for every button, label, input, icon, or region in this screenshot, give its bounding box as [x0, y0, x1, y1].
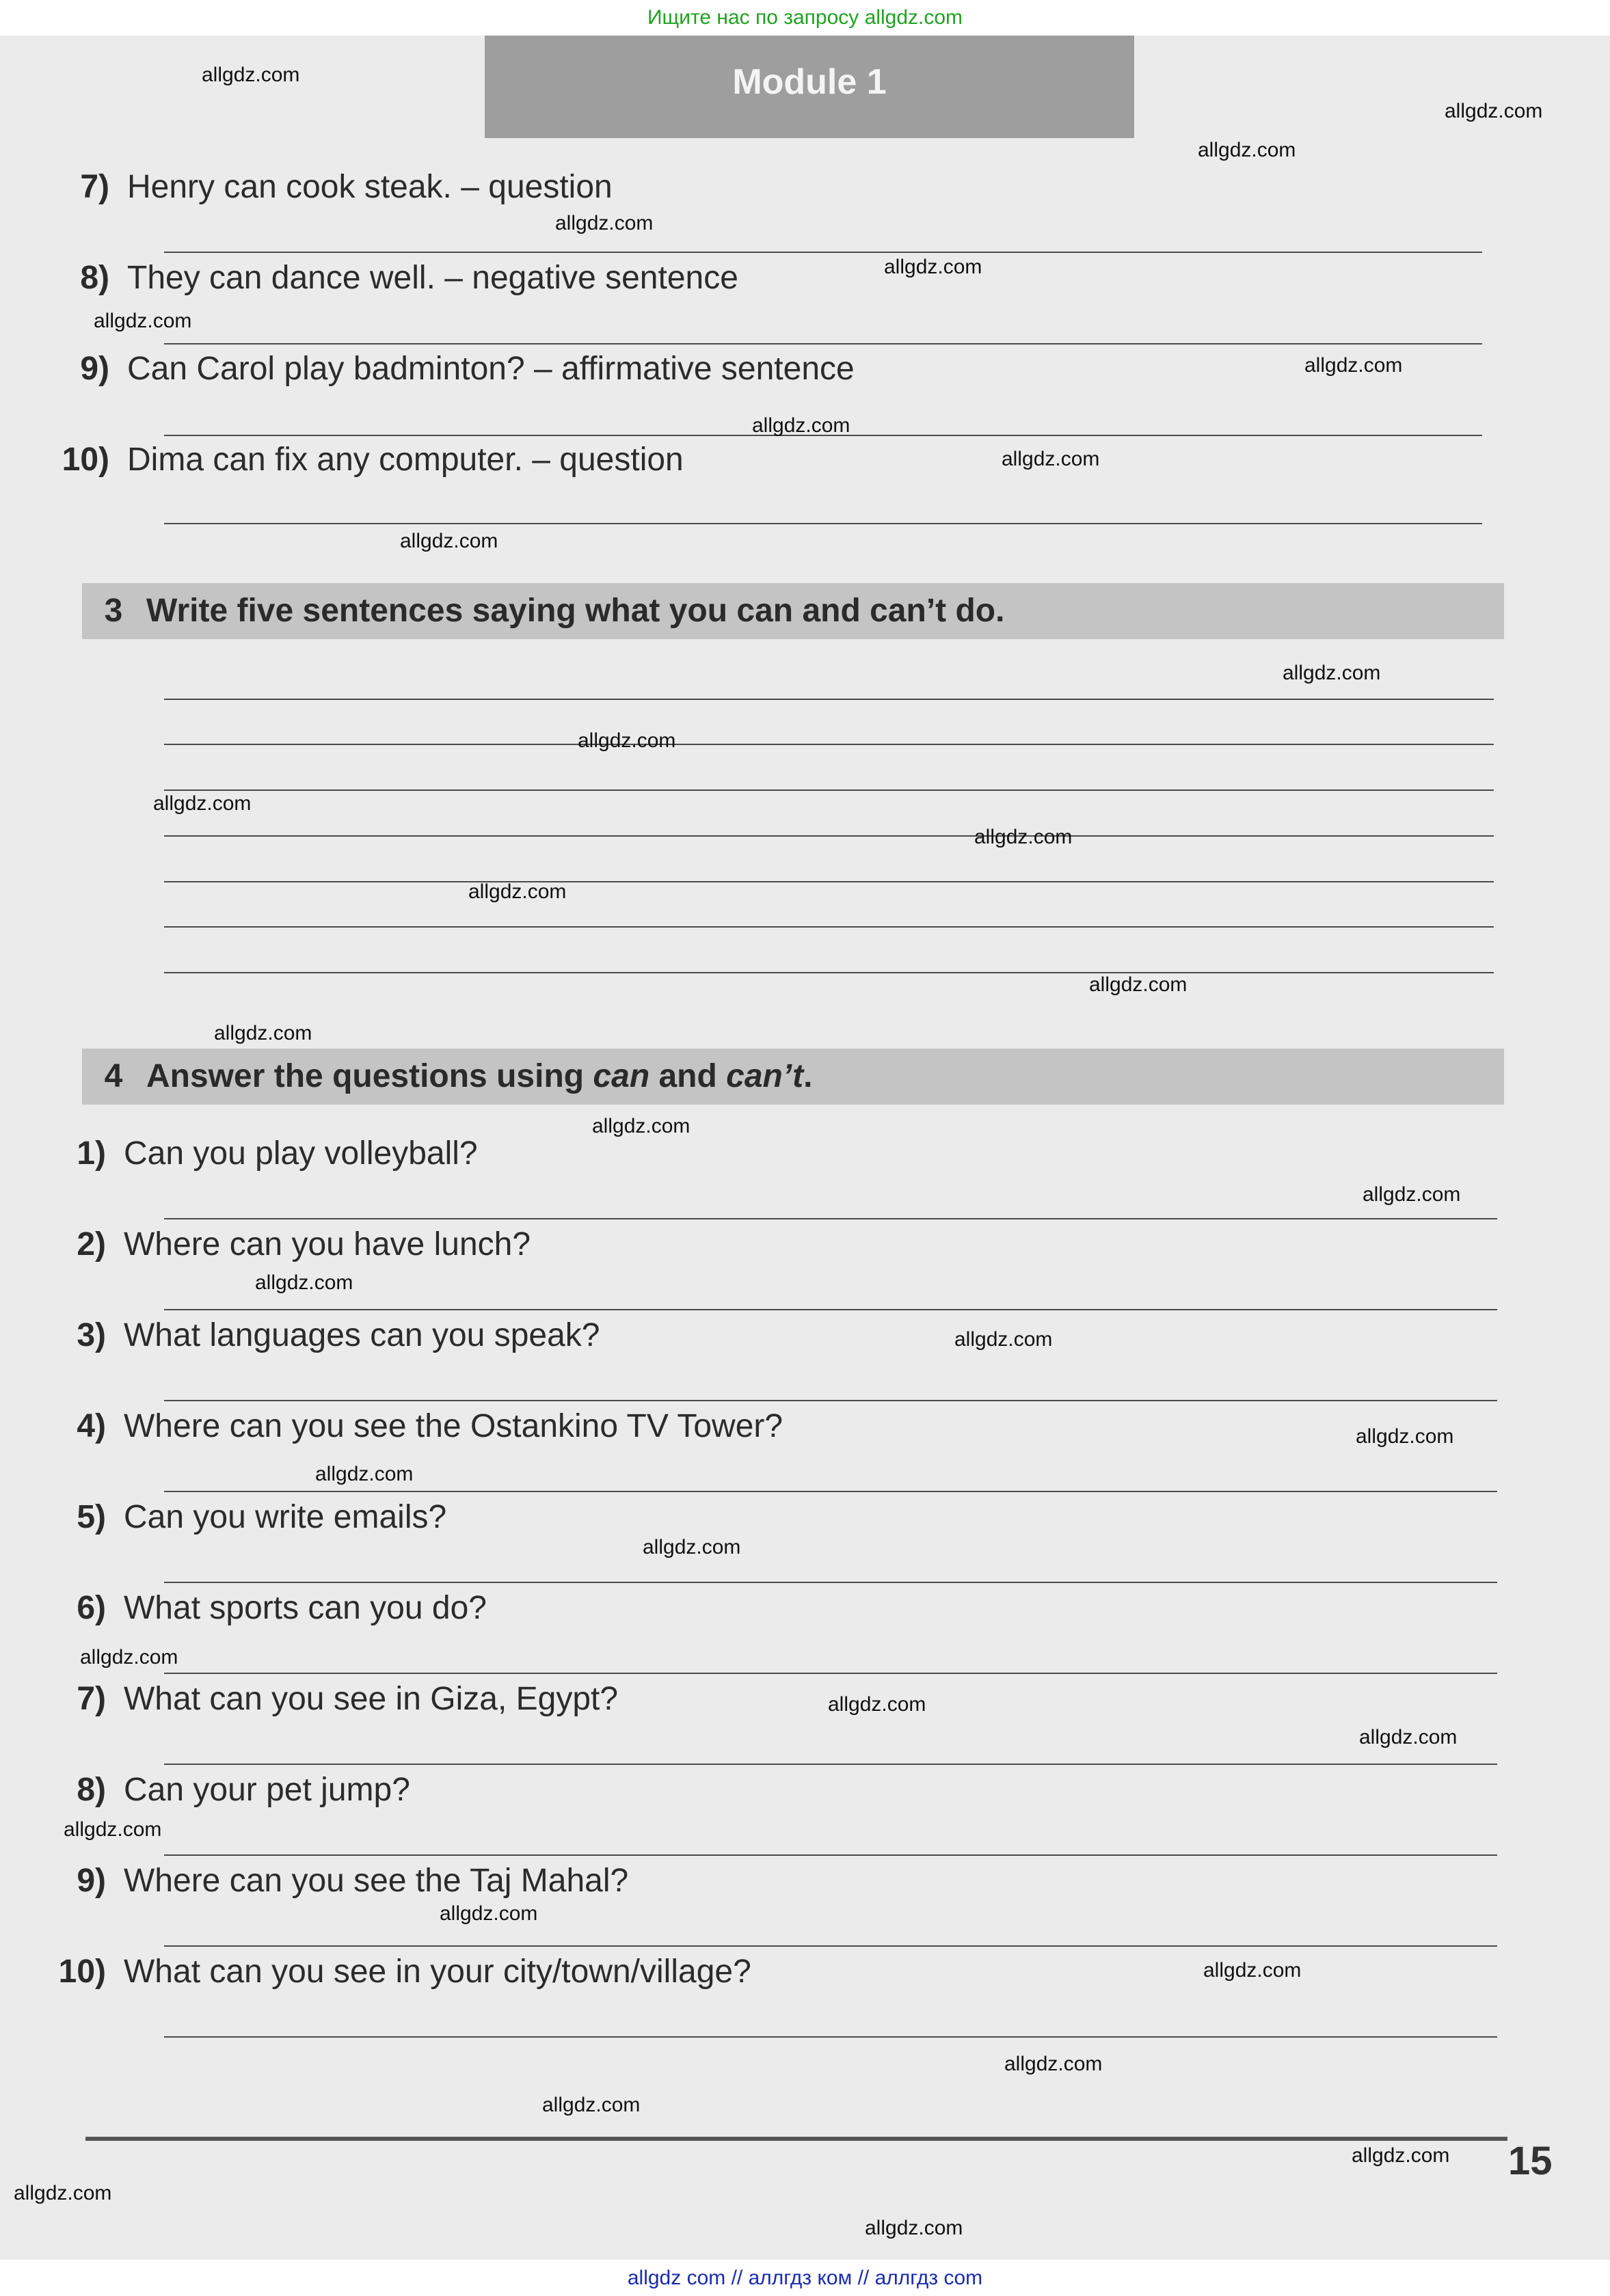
watermark: allgdz.com: [1198, 139, 1296, 161]
watermark: allgdz.com: [1304, 354, 1403, 377]
item-number: 3): [77, 1317, 106, 1353]
answer-line[interactable]: [164, 1854, 1497, 1856]
watermark: allgdz.com: [542, 2094, 641, 2116]
watermark: allgdz.com: [1359, 1726, 1458, 1748]
item-text: Where can you see the Taj Mahal?: [124, 1863, 629, 1899]
watermark: allgdz.com: [643, 1536, 741, 1558]
ex4-item-1: [44, 1135, 478, 1172]
item-number: 5): [77, 1499, 106, 1535]
answer-line[interactable]: [164, 2036, 1497, 2038]
watermark: allgdz.com: [400, 530, 498, 552]
answer-line[interactable]: [164, 252, 1482, 253]
watermark: allgdz.com: [255, 1271, 353, 1294]
footer-divider: [85, 2137, 1507, 2141]
item-text: Can you write emails?: [124, 1499, 447, 1535]
item-text: Can you play volleyball?: [124, 1135, 478, 1172]
watermark: allgdz.com: [1203, 1959, 1302, 1982]
answer-line[interactable]: [164, 1400, 1497, 1401]
ex4-item-4: [44, 1407, 783, 1445]
item-text: Dima can fix any computer. – question: [127, 442, 684, 478]
answer-line[interactable]: [164, 523, 1482, 524]
watermark: allgdz.com: [828, 1693, 926, 1716]
watermark: allgdz.com: [14, 2182, 112, 2204]
watermark: allgdz.com: [468, 880, 567, 903]
page-number: 15: [1508, 2139, 1553, 2183]
ex2-item-8: [48, 259, 738, 297]
answer-line[interactable]: [164, 1582, 1497, 1583]
item-text: Can your pet jump?: [124, 1772, 410, 1808]
instruction-cant: can’t: [726, 1058, 804, 1094]
answer-line[interactable]: [164, 881, 1494, 882]
watermark: allgdz.com: [1283, 662, 1381, 684]
item-number: 8): [80, 260, 109, 296]
item-number: 1): [77, 1135, 106, 1172]
watermark: allgdz.com: [1004, 2053, 1103, 2075]
bottom-banner: allgdz com // аллгдз ком // аллгдз com: [0, 2260, 1610, 2296]
watermark: allgdz.com: [974, 826, 1073, 848]
instruction-and: and: [649, 1058, 727, 1094]
item-text: What languages can you speak?: [124, 1317, 600, 1353]
answer-line[interactable]: [164, 972, 1494, 973]
ex2-item-9: [48, 350, 855, 388]
item-number: 6): [77, 1590, 106, 1626]
watermark: allgdz.com: [954, 1328, 1053, 1351]
instruction-can: can: [593, 1058, 650, 1094]
item-text: Where can you see the Ostankino TV Tower?: [124, 1408, 783, 1444]
answer-line[interactable]: [164, 1673, 1497, 1674]
ex4-item-5: [44, 1498, 446, 1536]
instruction-start: Answer the questions using: [146, 1058, 593, 1094]
item-text: Henry can cook steak. – question: [127, 169, 613, 205]
watermark: allgdz.com: [578, 729, 676, 752]
answer-line[interactable]: [164, 1945, 1497, 1947]
watermark: allgdz.com: [555, 212, 654, 234]
answer-line[interactable]: [164, 1764, 1497, 1765]
module-title: Module 1: [485, 36, 1134, 138]
ex4-item-6: [44, 1589, 487, 1627]
answer-line[interactable]: [164, 1491, 1497, 1492]
watermark: allgdz.com: [1002, 448, 1100, 470]
item-text: What can you see in your city/town/village?: [124, 1954, 751, 1990]
watermark: allgdz.com: [1363, 1183, 1461, 1206]
watermark: allgdz.com: [1356, 1425, 1454, 1448]
watermark: allgdz.com: [94, 310, 192, 332]
item-text: Can Carol play badminton? – affirmative sentence: [127, 351, 855, 387]
answer-line[interactable]: [164, 343, 1482, 345]
answer-line[interactable]: [164, 1309, 1497, 1310]
exercise-number: 4: [104, 1058, 123, 1094]
answer-line[interactable]: [164, 1218, 1497, 1219]
item-number: 9): [80, 351, 109, 387]
ex4-item-8: [44, 1771, 410, 1809]
item-number: 7): [80, 169, 109, 205]
ex4-item-7: [44, 1680, 618, 1718]
instruction-end: .: [803, 1058, 813, 1094]
exercise-4-header: [82, 1049, 1504, 1105]
watermark: allgdz.com: [752, 414, 850, 437]
item-number: 10): [62, 442, 109, 478]
item-number: 7): [77, 1681, 106, 1717]
watermark: allgdz.com: [1445, 100, 1543, 122]
item-number: 10): [58, 1954, 106, 1990]
exercise-instruction: Write five sentences saying what you can and can’t do.: [146, 593, 1005, 629]
ex4-item-3: [44, 1316, 600, 1354]
watermark: allgdz.com: [315, 1463, 414, 1485]
ex2-item-10: [48, 441, 684, 478]
answer-line[interactable]: [164, 926, 1494, 928]
item-number: 2): [77, 1226, 106, 1262]
ex4-item-2: [44, 1226, 531, 1263]
ex4-item-9: [44, 1862, 628, 1900]
watermark: allgdz.com: [153, 792, 252, 815]
watermark: allgdz.com: [64, 1818, 162, 1841]
answer-line[interactable]: [164, 744, 1494, 745]
watermark: allgdz.com: [202, 64, 300, 86]
watermark: allgdz.com: [592, 1115, 690, 1137]
item-number: 4): [77, 1408, 106, 1444]
watermark: allgdz.com: [214, 1022, 312, 1044]
item-number: 8): [77, 1772, 106, 1808]
exercise-number: 3: [104, 593, 123, 629]
item-number: 9): [77, 1863, 106, 1899]
answer-line[interactable]: [164, 835, 1494, 837]
ex4-item-10: [44, 1953, 751, 1990]
item-text: They can dance well. – negative sentence: [127, 260, 738, 296]
exercise-3-header: [82, 583, 1504, 639]
watermark: allgdz.com: [1352, 2144, 1450, 2167]
item-text: Where can you have lunch?: [124, 1226, 531, 1262]
watermark: allgdz.com: [884, 256, 982, 278]
watermark: allgdz.com: [80, 1646, 178, 1669]
item-text: What can you see in Giza, Egypt?: [124, 1681, 619, 1717]
watermark: allgdz.com: [440, 1902, 538, 1925]
watermark: allgdz.com: [1089, 973, 1188, 996]
ex2-item-7: [48, 168, 613, 206]
item-text: What sports can you do?: [124, 1590, 487, 1626]
watermark: allgdz.com: [865, 2217, 963, 2239]
answer-line[interactable]: [164, 699, 1494, 700]
top-banner: Ищите нас по запросу allgdz.com: [0, 0, 1610, 36]
answer-line[interactable]: [164, 789, 1494, 791]
